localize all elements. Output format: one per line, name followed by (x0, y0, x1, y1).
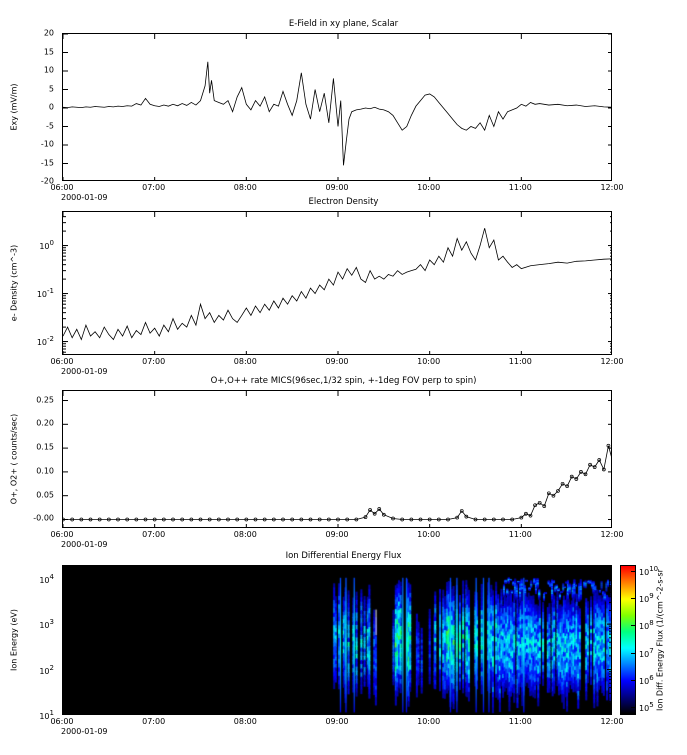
x-tick-label: 09:00 (325, 357, 349, 366)
x-tick-label: 06:00 (50, 717, 74, 726)
x-tick-label: 09:00 (325, 717, 349, 726)
x-tick-label: 07:00 (142, 717, 166, 726)
y-tick-label: 102 (39, 663, 54, 676)
x-tick-label: 12:00 (600, 183, 624, 192)
date-stamp: 2000-01-09 (61, 540, 108, 549)
y-tick-label: 10-1 (36, 286, 54, 299)
x-tick-label: 09:00 (325, 530, 349, 539)
x-tick-label: 08:00 (233, 357, 257, 366)
panel-efield-ylabel: Exy (mV/m) (9, 83, 19, 131)
colorbar-tick (631, 707, 636, 708)
x-tick-label: 07:00 (142, 183, 166, 192)
colorbar-tick (631, 680, 636, 681)
date-stamp: 2000-01-09 (61, 193, 108, 202)
colorbar-tick (631, 598, 636, 599)
panel-edensity-ylabel: e- Density (cm^-3) (9, 244, 19, 322)
y-tick-label: 103 (39, 618, 54, 630)
y-tick-label: -20 (40, 176, 54, 186)
x-tick-label: 06:00 (50, 357, 74, 366)
panel-efield-title: E-Field in xy plane, Scalar (288, 19, 399, 29)
x-tick-label: 06:00 (50, 530, 74, 539)
y-tick-label: 0.15 (36, 442, 54, 452)
x-tick-label: 11:00 (508, 357, 532, 366)
x-tick-label: 12:00 (600, 357, 624, 366)
colorbar-tick-label: 106 (639, 673, 654, 686)
date-stamp: 2000-01-09 (61, 727, 108, 736)
y-tick-label: 104 (39, 572, 54, 585)
y-tick-label: 15 (43, 47, 54, 56)
y-tick-label: -10 (40, 139, 54, 149)
x-tick-label: 10:00 (417, 530, 441, 539)
colorbar-tick-label: 109 (639, 592, 654, 605)
colorbar-tick (631, 625, 636, 626)
x-tick-label: 07:00 (142, 530, 166, 539)
colorbar-title: Ion Diff. Energy Flux (1/(cm^-2-s-sr (655, 569, 665, 711)
colorbar-tick (631, 571, 636, 572)
y-tick-label: 0 (48, 102, 54, 112)
y-tick-label: 0.20 (36, 418, 54, 428)
y-tick-label: 20 (43, 28, 54, 38)
x-tick-label: 12:00 (600, 717, 624, 726)
colorbar-tick-label: 107 (639, 646, 654, 659)
x-tick-label: 11:00 (508, 183, 532, 192)
date-stamp: 2000-01-09 (61, 367, 108, 376)
colorbar-tick-label: 105 (639, 701, 654, 713)
colorbar-tick (631, 653, 636, 654)
colorbar-tick-label: 1010 (639, 565, 659, 577)
colorbar (620, 565, 636, 715)
y-tick-label: -0.00 (33, 513, 54, 523)
y-tick-label: 100 (39, 238, 54, 251)
x-tick-label: 11:00 (508, 717, 532, 726)
x-tick-label: 10:00 (417, 183, 441, 192)
y-tick-label: -5 (46, 121, 54, 130)
y-tick-label: -15 (40, 158, 54, 167)
y-tick-label: 0.05 (36, 490, 54, 500)
colorbar-tick-label: 108 (639, 619, 654, 632)
x-tick-label: 06:00 (50, 183, 74, 192)
panel-ion-flux-title: Ion Differential Energy Flux (285, 551, 402, 561)
panel-oplus-ylabel: O+, O2+ ( counts/sec) (9, 413, 19, 505)
x-tick-label: 11:00 (508, 530, 532, 539)
panel-oplus-title: O+,O++ rate MICS(96sec,1/32 spin, +-1deg FOV perp to spin) (210, 376, 477, 386)
y-tick-label: 5 (48, 84, 54, 93)
y-tick-label: 0.10 (36, 466, 54, 476)
x-tick-label: 10:00 (417, 717, 441, 726)
panel-ion-flux-ylabel: Ion Energy (eV) (9, 608, 19, 672)
x-tick-label: 10:00 (417, 357, 441, 366)
x-tick-label: 07:00 (142, 357, 166, 366)
panel-edensity-title: Electron Density (308, 197, 379, 207)
x-tick-label: 08:00 (233, 717, 257, 726)
y-tick-label: 10-2 (36, 334, 54, 347)
y-tick-label: 10 (43, 65, 54, 75)
x-tick-label: 08:00 (233, 183, 257, 192)
y-tick-label: 0.25 (36, 395, 54, 405)
y-tick-label: 101 (39, 709, 54, 721)
x-tick-label: 12:00 (600, 530, 624, 539)
x-tick-label: 09:00 (325, 183, 349, 192)
x-tick-label: 08:00 (233, 530, 257, 539)
